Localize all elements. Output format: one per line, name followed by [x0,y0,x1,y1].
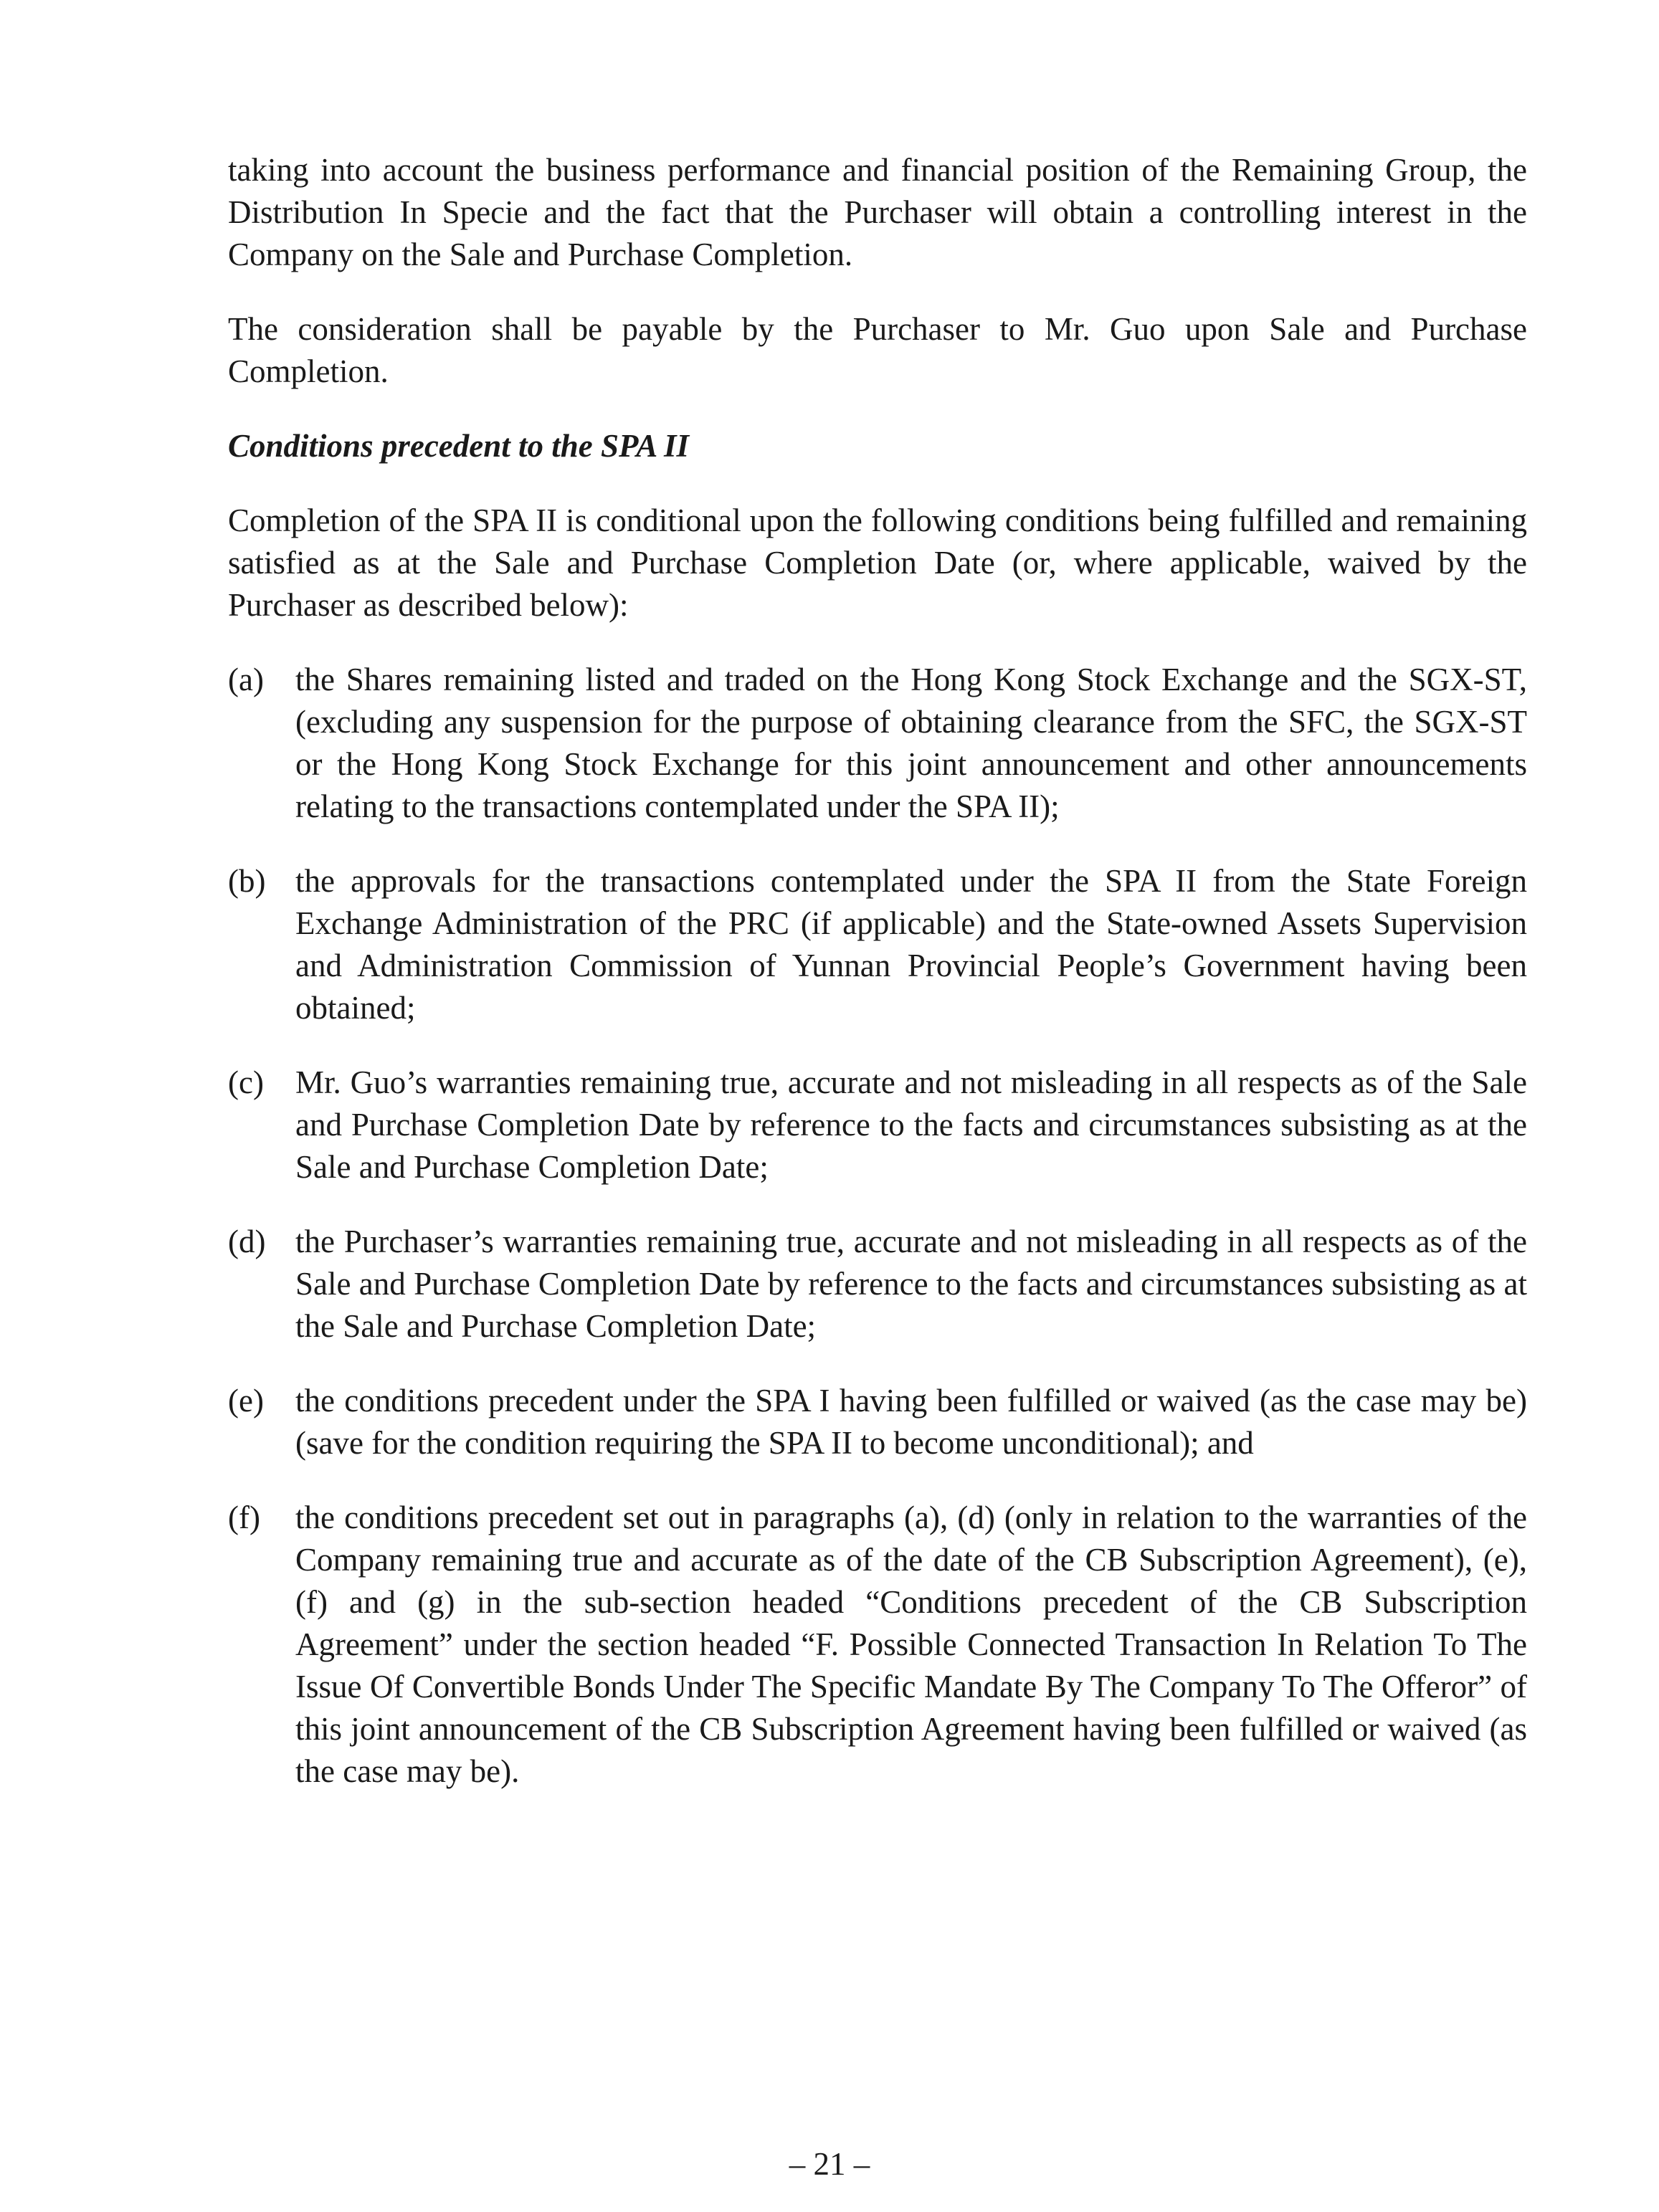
section-heading: Conditions precedent to the SPA II [228,428,690,464]
condition-label: (e) [228,1383,264,1419]
page-number: – 21 – [789,2146,870,2182]
paragraph-consideration-payment: The consideration shall be payable by the Purchaser to Mr. Guo upon Sale and Purchase Completion. [228,311,1527,389]
condition-item-c [228,1062,1527,1188]
condition-item-a [228,659,1527,828]
condition-label: (f) [228,1500,260,1535]
document-body [228,149,1527,1793]
condition-item-f [228,1497,1527,1793]
condition-text: the conditions precedent set out in paragraphs (a), (d) (only in relation to the warranties of the Company remaining true and accurate as of the date of the CB Subscription Agreement), (e), (f) and (g) in the sub-section headed “Conditions precedent of the CB Subscription Agreement” under the section headed “F. Possible Connected Transaction In Relation To The Issue Of Convertible Bonds Under The Specific Mandate By The Company To The Offeror” of this joint announcement of the CB Subscription Agreement having been fulfilled or waived (as the case may be). [295,1500,1527,1789]
condition-text: the Purchaser’s warranties remaining true, accurate and not misleading in all respects as of the Sale and Purchase Completion Date by reference to the facts and circumstances subsisting as at the Sale and Purchase Completion Date; [295,1224,1527,1344]
condition-item-b [228,860,1527,1029]
conditions-list [228,659,1527,1793]
condition-text: the approvals for the transactions contemplated under the SPA II from the State Foreign Exchange Administration of the PRC (if applicable) and the State-owned Assets Supervision and Administration Commission of Yunnan Provincial People’s Government having been obtained; [295,863,1527,1026]
condition-item-d [228,1221,1527,1348]
condition-text: Mr. Guo’s warranties remaining true, accurate and not misleading in all respects as of the Sale and Purchase Completion Date by reference to the facts and circumstances subsisting as at the Sale and Purchase Completion Date; [295,1064,1527,1185]
condition-label: (a) [228,662,264,697]
paragraph-consideration-basis: taking into account the business performance and financial position of the Remaining Group, the Distribution In Specie and the fact that the Purchaser will obtain a controlling interest in the Company on the Sale and Purchase Completion. [228,152,1527,272]
condition-label: (b) [228,863,266,899]
condition-label: (d) [228,1224,266,1259]
condition-text: the conditions precedent under the SPA I having been fulfilled or waived (as the case may be) (save for the condition requiring the SPA II to become unconditional); and [295,1383,1527,1461]
condition-label: (c) [228,1064,264,1100]
condition-text: the Shares remaining listed and traded on the Hong Kong Stock Exchange and the SGX-ST, (excluding any suspension for the purpose of obtaining clearance from the SFC, the SGX-ST or the Hong Kong Stock Exchange for this joint announcement and other announcements relating to the transactions contemplated under the SPA II); [295,662,1527,824]
condition-item-e [228,1380,1527,1464]
paragraph-completion-conditions: Completion of the SPA II is conditional upon the following conditions being fulfilled and remaining satisfied as at the Sale and Purchase Completion Date (or, where applicable, waived by the Purchaser as described below): [228,502,1527,623]
